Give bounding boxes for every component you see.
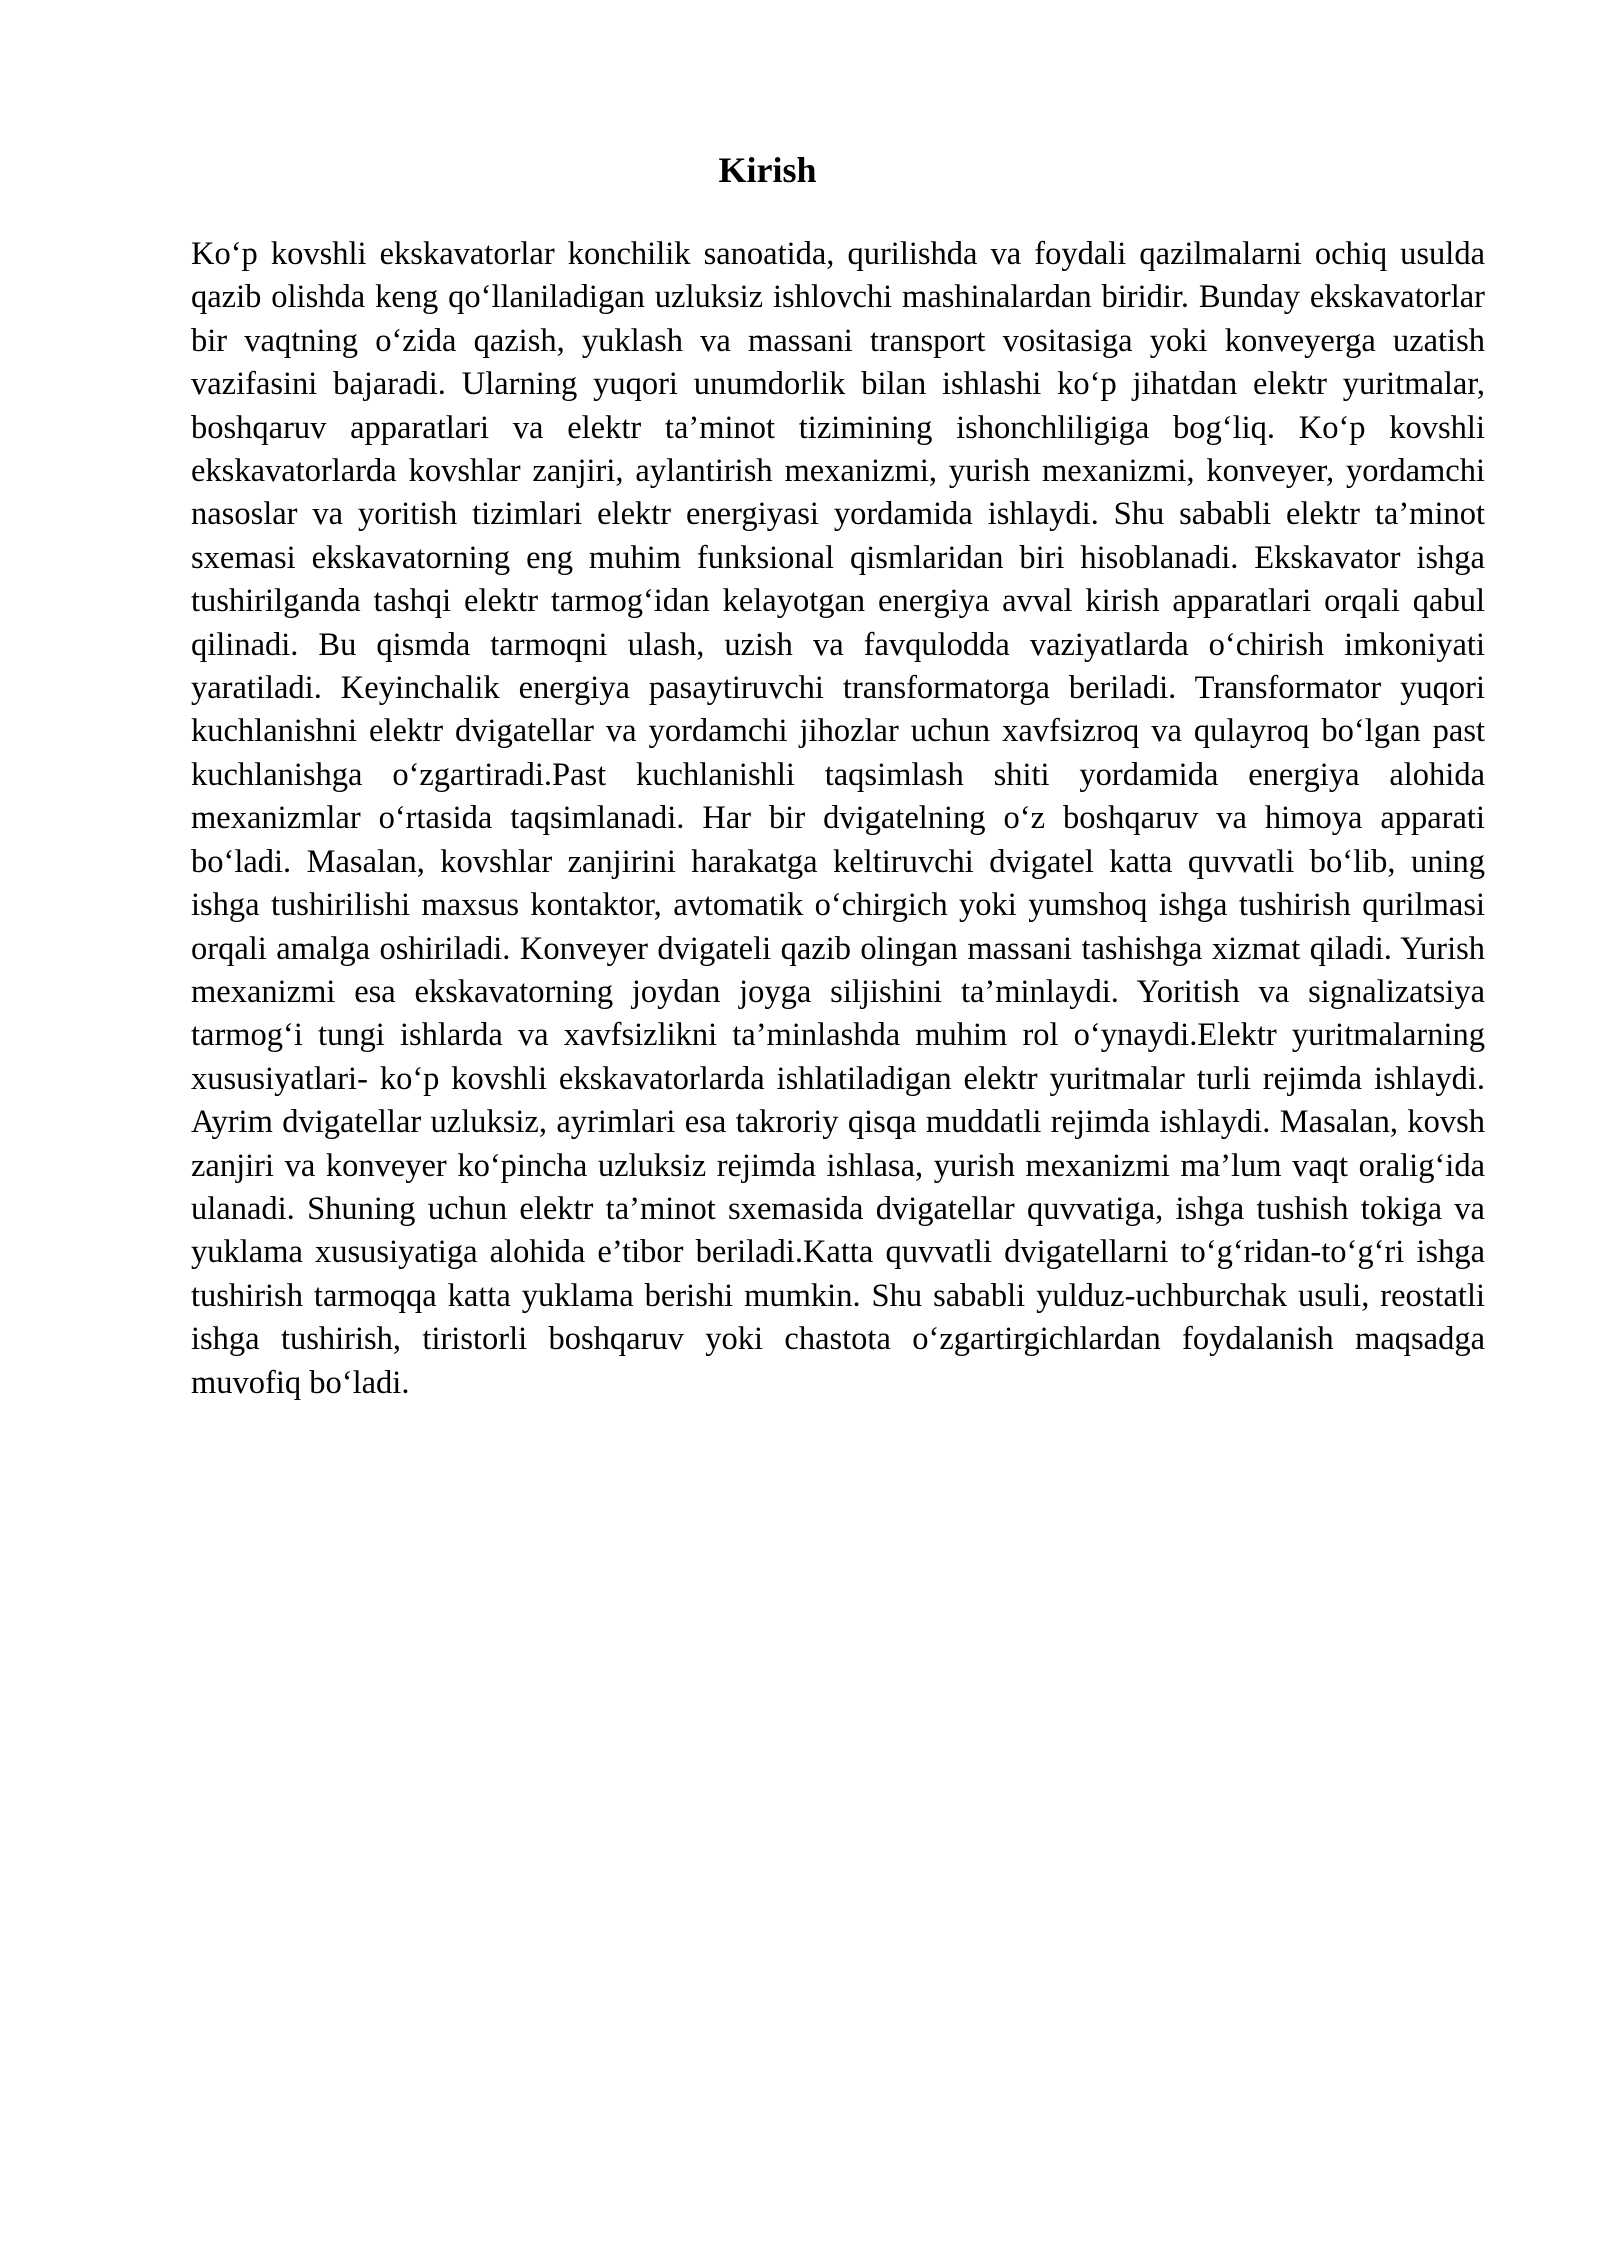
body-paragraph: Ko‘p kovshli ekskavatorlar konchilik sanoatida, qurilishda va foydali qazilmalarni ochiq usulda qazib olishda keng qo‘llaniladigan uzluksiz ishlovchi mashinalardan biridir. Bunday ekskavatorlar bir vaqtning o‘zida qazish, yuklash va massani transport vositasiga yoki konveyerga uzatish vazifasini bajaradi. Ularning yuqori unumdorlik bilan ishlashi ko‘p jihatdan elektr yuritmalar, boshqaruv apparatlari va elektr ta’minot tizimining ishonchliligiga bog‘liq. Ko‘p kovshli ekskavatorlarda kovshlar zanjiri, aylantirish mexanizmi, yurish mexanizmi, konveyer, yordamchi nasoslar va yoritish tizimlari elektr energiyasi yordamida ishlaydi. Shu sababli elektr ta’minot sxemasi ekskavatorning eng muhim funksional qismlaridan biri hisoblanadi. Ekskavator ishga tushirilganda tashqi elektr tarmog‘idan kelayotgan energiya avval kirish apparatlari orqali qabul qilinadi. Bu qismda tarmoqni ulash, uzish va favqulodda vaziyatlarda o‘chirish imkoniyati yaratiladi. Keyinchalik energiya pasaytiruvchi transformatorga beriladi. Transformator yuqori kuchlanishni elektr dvigatellar va yordamchi jihozlar uchun xavfsizroq va qulayroq bo‘lgan past kuchlanishga o‘zgartiradi.Past kuchlanishli taqsimlash shiti yordamida energiya alohida mexanizmlar o‘rtasida taqsimlanadi. Har bir dvigatelning o‘z boshqaruv va himoya apparati bo‘ladi. Masalan, kovshlar zanjirini harakatga keltiruvchi dvigatel katta quvvatli bo‘lib, uning ishga tushirilishi maxsus kontaktor, avtomatik o‘chirgich yoki yumshoq ishga tushirish qurilmasi orqali amalga oshiriladi. Konveyer dvigateli qazib olingan massani tashishga xizmat qiladi. Yurish mexanizmi esa ekskavatorning joydan joyga siljishini ta’minlaydi. Yoritish va signalizatsiya tarmog‘i tungi ishlarda va xavfsizlikni ta’minlashda muhim rol o‘ynaydi.Elektr yuritmalarning xususiyatlari- ko‘p kovshli ekskavatorlarda ishlatiladigan elektr yuritmalar turli rejimda ishlaydi. Ayrim dvigatellar uzluksiz, ayrimlari esa takroriy qisqa muddatli rejimda ishlaydi. Masalan, kovsh zanjiri va konveyer ko‘pincha uzluksiz rejimda ishlasa, yurish mexanizmi ma’lum vaqt oralig‘ida ulanadi. Shuning uchun elektr ta’minot sxemasida dvigatellar quvvatiga, ishga tushish tokiga va yuklama xususiyatiga alohida e’tibor beriladi.Katta quvvatli dvigatellarni to‘g‘ridan-to‘g‘ri ishga tushirish tarmoqqa katta yuklama berishi mumkin. Shu sababli yulduz-uchburchak usuli, reostatli ishga tushirish, tiristorli boshqaruv yoki chastota o‘zgartirgichlardan foydalanish maqsadga muvofiq bo‘ladi. — [191, 236, 1485, 1401]
page-title: Kirish — [718, 150, 817, 190]
